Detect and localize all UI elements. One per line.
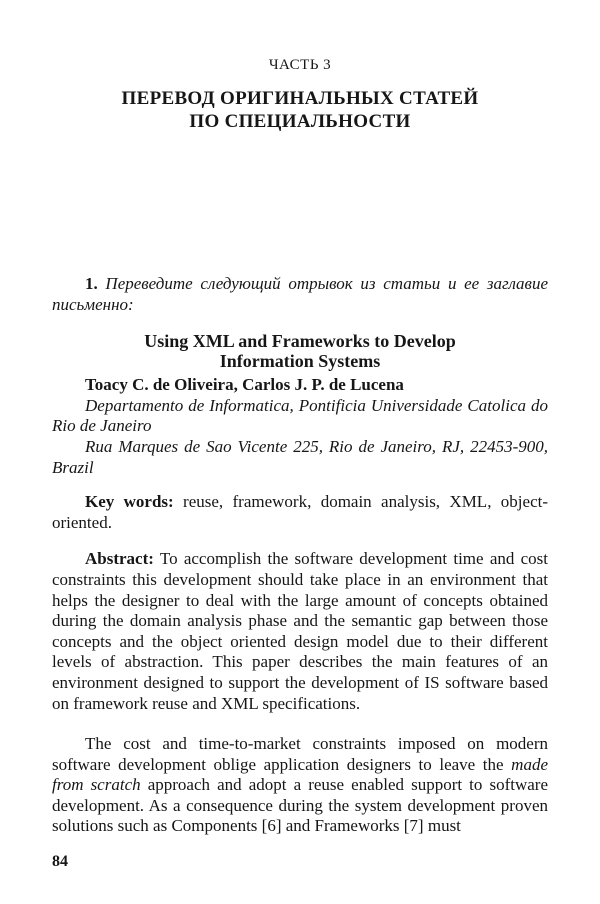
article-title xyxy=(52,331,548,371)
exercise-instruction-text: Переведите следующий отрывок из статьи и ее заглавие письменно: xyxy=(52,274,548,314)
article-keywords xyxy=(52,492,548,533)
abstract-label: Abstract: xyxy=(85,549,154,569)
article-address: Rua Marques de Sao Vicente 225, Rio de Janeiro, RJ, 22453-900, Brazil xyxy=(52,436,548,477)
abstract-text: To accomplish the software development time and cost constraints this development should take place in an environment that helps the designer to deal with the large amount of concepts obtained during the domain analysis phase and the semantic gap between those concepts and the object oriented design model due to their different levels of abstraction. This paper describes the main features of an environment designed to support the development of IS software based on framework reuse and XML specifications. xyxy=(52,549,548,713)
exercise-instruction xyxy=(52,274,548,315)
article-affiliation: Departamento de Informatica, Pontificia Universidade Catolica do Rio de Janeiro xyxy=(52,395,548,436)
body-text-italic: made from scratch xyxy=(52,754,548,795)
part-title xyxy=(52,87,548,133)
part-title-line1: ПЕРЕВОД ОРИГИНАЛЬНЫХ СТАТЕЙ xyxy=(121,88,479,109)
keywords-label: Key words: xyxy=(85,492,174,512)
page-number: 84 xyxy=(52,853,68,871)
article-title-line1: Using XML and Frameworks to Develop xyxy=(144,331,456,352)
part-title-line2: ПО СПЕЦИАЛЬНОСТИ xyxy=(189,111,411,132)
body-text-2: approach and adopt a reuse enabled support to software development. As a consequence during the system development proven solutions such as Components [6] and Frameworks [7] must xyxy=(52,775,549,836)
part-label: ЧАСТЬ 3 xyxy=(268,57,332,73)
article-title-line2: Information Systems xyxy=(219,351,381,372)
body-text-1: The cost and time-to-market constraints imposed on modern software development oblige application designers to leave the xyxy=(52,734,548,774)
exercise-number: 1. xyxy=(85,274,98,293)
article-abstract xyxy=(52,549,548,714)
keywords-text: reuse, framework, domain analysis, XML, object-oriented. xyxy=(52,492,548,532)
article-body-paragraph xyxy=(52,734,548,837)
article-authors: Toacy C. de Oliveira, Carlos J. P. de Lucena xyxy=(85,375,404,395)
